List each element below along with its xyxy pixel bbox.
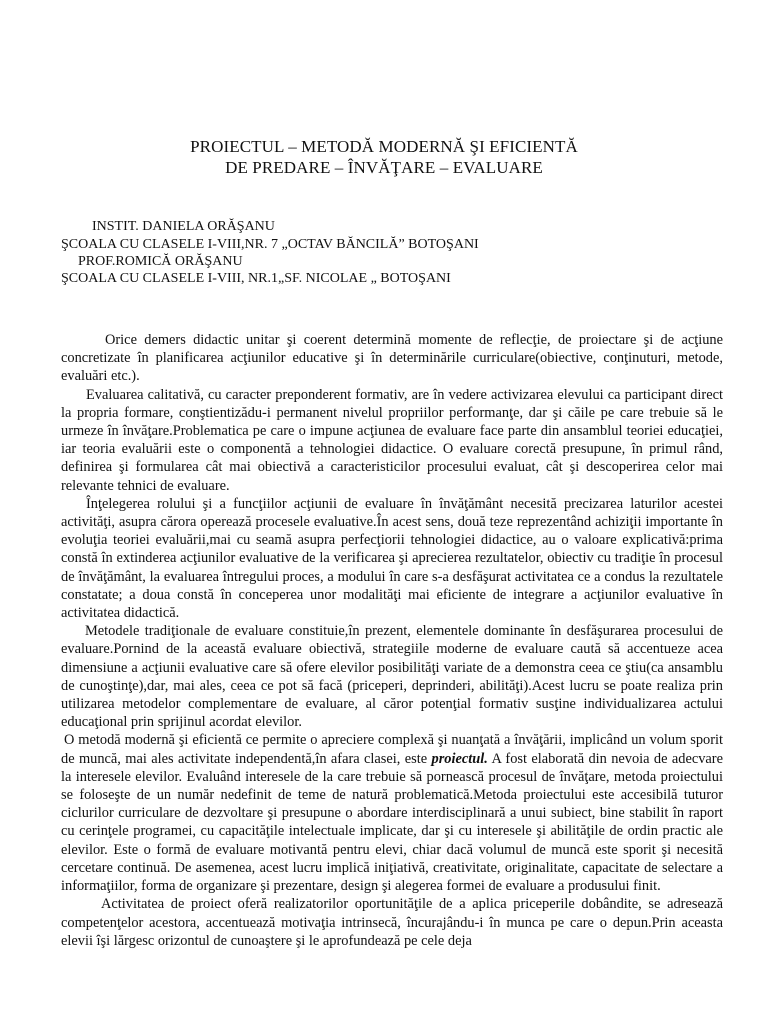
author-name-2: PROF.ROMICĂ ORĂŞANU bbox=[78, 254, 243, 269]
document-title-line-2: DE PREDARE – ÎNVĂŢARE – EVALUARE bbox=[225, 158, 543, 177]
author-school-2: ŞCOALA CU CLASELE I-VIII, NR.1„SF. NICOLAE „ BOTOŞANI bbox=[61, 271, 451, 286]
paragraph-3: Înţelegerea rolului şi a funcţiilor acţiunii de evaluare în învăţământ necesită precizarea laturilor acestei activităţi, asupra cărora operează procesele evaluative.În acest sens, două teze reprezentând achiziţii importante în evoluţia teoriei evaluării,mai cu seamă asupra perfecţiorii tehnologiei didactice, au o valoare explicativă:prima constă în extinderea acţiunilor evaluative de la verificarea şi aprecierea rezultatelor, obiectiv cu tradiţie în procesul de învăţământ, la evaluarea întregului proces, a modului în care s-a desfăşurat activitatea ce a condus la rezultatele constatate; a doua constă în conceperea unor modalităţi mai eficiente de integrare a acţiunilor evaluative în activitatea didactică. bbox=[61, 495, 723, 622]
paragraph-6: Activitatea de proiect oferă realizatorilor oportunităţile de a aplica priceperile dobândite, se adresează competenţelor acestora, accentuează motivaţia intrinsecă, încurajându-i în munca pe care o depun.Prin aceasta elevii îşi lărgesc orizontul de cunoaştere şi le aprofundează pe cele deja bbox=[61, 896, 723, 949]
author-school-1: ŞCOALA CU CLASELE I-VIII,NR. 7 „OCTAV BĂNCILĂ” BOTOŞANI bbox=[61, 237, 479, 252]
article-body bbox=[61, 331, 723, 950]
paragraph-5-start: O metodă modernă şi eficientă ce permite o apreciere complexă şi nuanţată a învăţării, implicând un volum sporit de muncă, mai ales activitate independentă,în afara clasei, este bbox=[61, 732, 723, 767]
paragraph-5-end: A fost elaborată din nevoia de adecvare la interesele elevilor. Evaluând interesele de la care trebuie să pornească procesul de învăţare, metoda proiectului se foloseşte de un număr nedefinit de teme de natură problematică.Metoda proiectului este accesibilă tuturor ciclurilor curriculare de dezvoltare şi presupune o abordare interdisciplinară a unui subiect, bine stabilit în raport cu cerinţele programei, cu capacităţile intelectuale implicate, dar şi cu interesele şi abilităţile de ordin practic ale elevilor. Este o formă de evaluare motivantă pentru elevi, chiar dacă volumul de muncă este sporit şi necesită cercetare continuă. De asemenea, acest lucru implică iniţiativă, creativitate, originalitate, capacitate de selectare a informaţiilor, forma de organizare şi prezentare, design şi alegerea formei de evaluare a produsului finit. bbox=[61, 750, 723, 895]
author-name-1: INSTIT. DANIELA ORĂŞANU bbox=[92, 219, 275, 234]
emphasis-proiectul: proiectul. bbox=[431, 750, 488, 767]
paragraph-4: Metodele tradiţionale de evaluare constituie,în prezent, elementele dominante în desfăşurarea procesului de evaluare.Pornind de la această evaluare obiectivă, strategiile moderne de evaluare caută să accentueze acea dimensiune a acţiunii evaluative care să ofere elevilor posibilităţi variate de a demonstra ceea ce ştiu(ca ansamblu de cunoştinţe),dar, mai ales, ceea ce pot să facă (priceperi, deprinderi, abilităţi).Acest lucru se poate realiza prin utilizarea metodelor complementare de evaluare, al căror potenţial formativ susţine individualizarea actului educaţional prin sprijinul acordat elevilor. bbox=[61, 623, 723, 731]
paragraph-1: Orice demers didactic unitar şi coerent determină momente de reflecţie, de proiectare şi de acţiune concretizate în planificarea acţiunilor educative şi în determinările curriculare(obiective, conţinuturi, metode, evaluări etc.). bbox=[61, 332, 723, 385]
document-title-line-1: PROIECTUL – METODĂ MODERNĂ ŞI EFICIENTĂ bbox=[190, 137, 578, 156]
paragraph-5 bbox=[61, 731, 723, 895]
paragraph-2: Evaluarea calitativă, cu caracter preponderent formativ, are în vedere activizarea elevului ca participant direct la propria formare, conştientizădu-i permanent nivelul propriilor performanţe, dar şi căile pe care trebuie să le urmeze în învăţare.Problematica pe care o impune acţiunea de evaluare face parte din ansamblul teoriei educaţiei, iar teoria evaluării este o componentă a tehnologiei didactice. O evaluare corectă presupune, în primul rând, definirea şi formularea cât mai obiectivă a caracteristicilor procesului evaluat, cât şi descoperirea celor mai relevante tehnici de evaluare. bbox=[61, 386, 723, 494]
